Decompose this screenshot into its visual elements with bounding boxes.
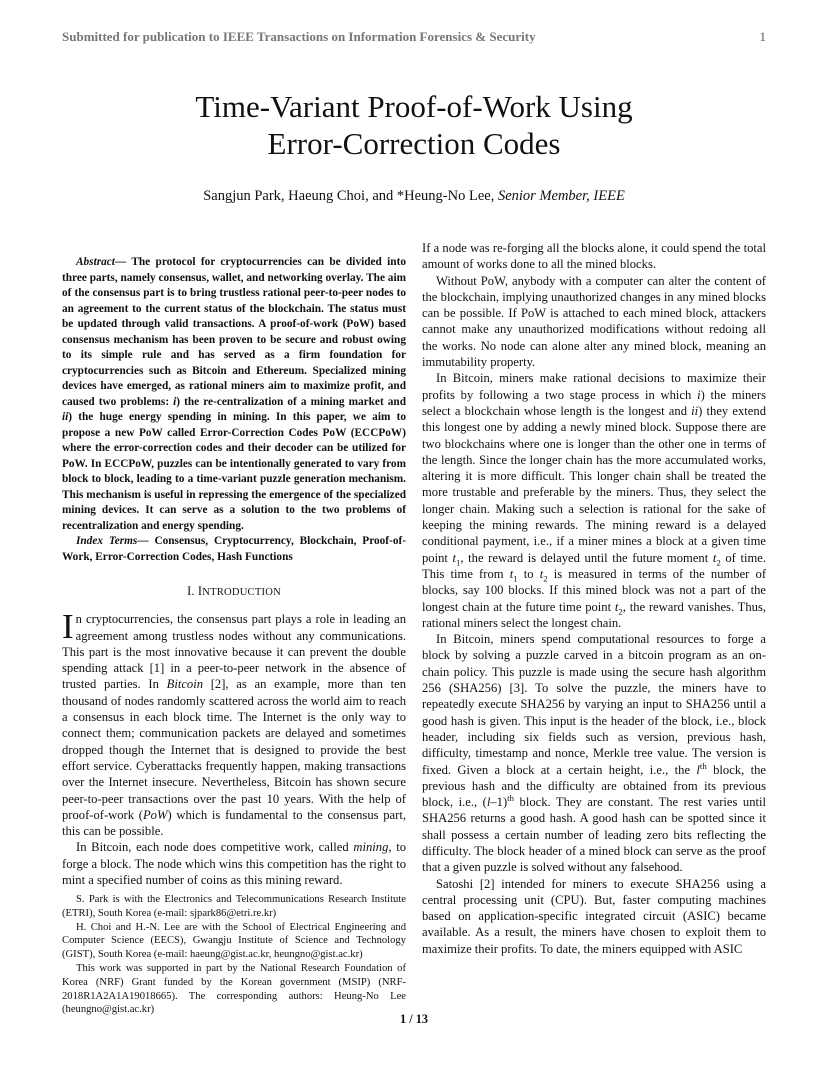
right-column <box>422 240 766 1000</box>
right-paragraph-4: In Bitcoin, miners spend computational resources to forge a block by solving a puzzle carved in a bitcoin program as an on-chain policy. This puzzle is made using the secure hash algorithm 256 (SHA256) [3]. To solve the puzzle, the miners have to repeatedly execute SHA256 by varying an input to SHA256 until a good hash is given. This input is the header of the block, i.e., block header, including six fields such as version, previous hash, difficulty, timestamp and nonce, Merkle tree value. The version is fixed. Given a block at a certain height, i.e., the $l^{th}$ block, the previous hash and the difficulty are obtained from its previous block, i.e., $(l-1)^{th}$ block. They are constant. The rest varies until SHA256 returns a good hash. A good hash can be spotted since it shall possess a certain number of leading zero bits reflecting the difficulty. The block header of a mined block can serve as the proof that a given puzzle is solved without any falsehood. <box>422 632 767 875</box>
intro-paragraph-1: In cryptocurrencies, the consensus part plays a role in leading an agreement among trustless nodes without any communications. This part is the most innovative because it can prevent the double spending attack [1] in a peer-to-peer network in the absence of trusted parties. In Bitcoin [2], as an example, more than ten thousand of nodes randomly scattered across the world aim to reach a consensus in each block time. The Internet is the only way to connect them; communication packets are delayed and sometimes dropped though the Internet that is designed to provide the best effort service. Cyberattacks frequently happen, making transactions over the Internet insecure. Nevertheless, Bitcoin has shown secure peer-to-peer transactions over the past 10 years. With the help of proof-of-work (PoW) which is fundamental to the consensus part, this can be possible. <box>62 607 406 839</box>
footnote-2: H. Choi and H.-N. Lee are with the School of Electrical Engineering and Computer Science (EECS), Gwangju Institute of Science and Technology (GIST), South Korea (e-mail: haeung@gist.ac.kr, heungno@gist.ac.kr) <box>62 921 406 961</box>
right-paragraph-2: Without PoW, anybody with a computer can alter the content of the blockchain, implying unauthorized changes in any mined blocks can be possible. If PoW is attached to each mined block, attackers cannot make any unauthorized modifications without redoing all the works. No node can alone alter any mined block, meaning an immutability property. <box>422 273 766 370</box>
running-header <box>62 29 766 47</box>
intro-paragraph-2: In Bitcoin, each node does competitive work, called mining, to forge a block. The node which wins this competition has the right to mint a specified number of coins as this mining reward. <box>62 840 407 888</box>
abstract-label: Abstract <box>76 256 115 268</box>
author-line <box>60 188 768 205</box>
abstract: Abstract— The protocol for cryptocurrencies can be divided into three parts, namely consensus, wallet, and networking overlay. The aim of the consensus part is to bring trustless rational peer-to-peer nodes to an agreement to the current status of the blockchain. The status must be updated through valid transactions. A proof-of-work (PoW) based consensus mechanism has been proven to be secure and robust owing to its simple rule and has served as a firm foundation for cryptocurrencies such as Bitcoin and Ethereum. Specialized mining devices have emerged, as rational miners aim to maximize profit, and caused two problems: i) the re-centralization of a mining market and ii) the huge energy spending in mining. In this paper, we aim to propose a new PoW called Error-Correction Codes PoW (ECCPoW) where the error-correction codes and their decoder can be utilized for PoW. In ECCPoW, puzzles can be intentionally generated to vary from block to block, leading to a time-variant puzzle generation mechanism. This mechanism is useful in repressing the emergence of the specialized mining devices. It can serve as a solution to the two problems of recentralization and energy spending. <box>62 256 406 532</box>
author-names: Sangjun Park, Haeung Choi, and *Heung-No Lee, <box>203 188 498 204</box>
footnote-1: S. Park is with the Electronics and Telecommunications Research Institute (ETRI), South Korea (e-mail: sjpark86@etri.re.kr) <box>62 894 406 919</box>
title-line-2: Error-Correction Codes <box>267 126 561 161</box>
right-paragraph-5: Satoshi [2] intended for miners to execute SHA256 using a central processing unit (CPU). But, faster computing machines based on application-specific integrated circuit (ASIC) became available. As a result, the miners have chosen to exploit them to maximize their profits. To date, the miners equipped with ASIC <box>422 876 766 956</box>
paper-title <box>100 88 728 162</box>
author-membership: Senior Member, IEEE <box>497 188 625 204</box>
page-footer-number: 1 / 13 <box>399 1012 428 1026</box>
right-paragraph-3: In Bitcoin, miners make rational decisions to maximize their profits by following a two stage process in which i) the miners select a blockchain whose length is the longest and ii) they extend this longest one by adding a newly mined block. Suppose there are two blockchains where one is longer than the other one in terms of the length. Since the longer chain has the more accumulated works, altering it is more difficult. This longer chain shall be treated the more trustable and preferable by the miners. Thus, they select the longer chain. Making such a selection is rational for the sake of keeping the mining rewards. The mining reward is a delayed conditional payment, i.e., if a miner mines a block at a given time point $t_1$, the reward is delayed until the future moment $t_2$ of time. This time from $t_1$ to $t_2$ is measured in terms of the number of blocks, say 100 blocks. If this mined block was not a part of the longest chain at the future time point $t_2$, the reward vanishes. Thus, rational miners select the longest chain. <box>422 371 767 630</box>
running-title: Submitted for publication to IEEE Transactions on Information Forensics & Security <box>62 29 536 44</box>
header-page-number: 1 <box>759 29 766 44</box>
footnote-3: This work was supported in part by the National Research Foundation of Korea (NRF) Grant funded by the Korean government (MSIP) (NRF-2018R1A2A1A19018665). The corresponding authors: Heung-No Lee (heungno@gist.ac.kr) <box>62 962 406 1016</box>
index-terms: Index Terms— Consensus, Cryptocurrency, Blockchain, Proof-of-Work, Error-Correction Codes, Hash Functions <box>62 535 406 563</box>
right-paragraph-1: If a node was re-forging all the blocks alone, it could spend the total amount of works done to all the mined blocks. <box>422 241 766 272</box>
title-line-1: Time-Variant Proof-of-Work Using <box>195 89 633 124</box>
section-heading-introduction: I. INTRODUCTION <box>187 584 281 598</box>
index-terms-label: Index Terms <box>76 535 138 547</box>
footnotes <box>62 893 406 1017</box>
